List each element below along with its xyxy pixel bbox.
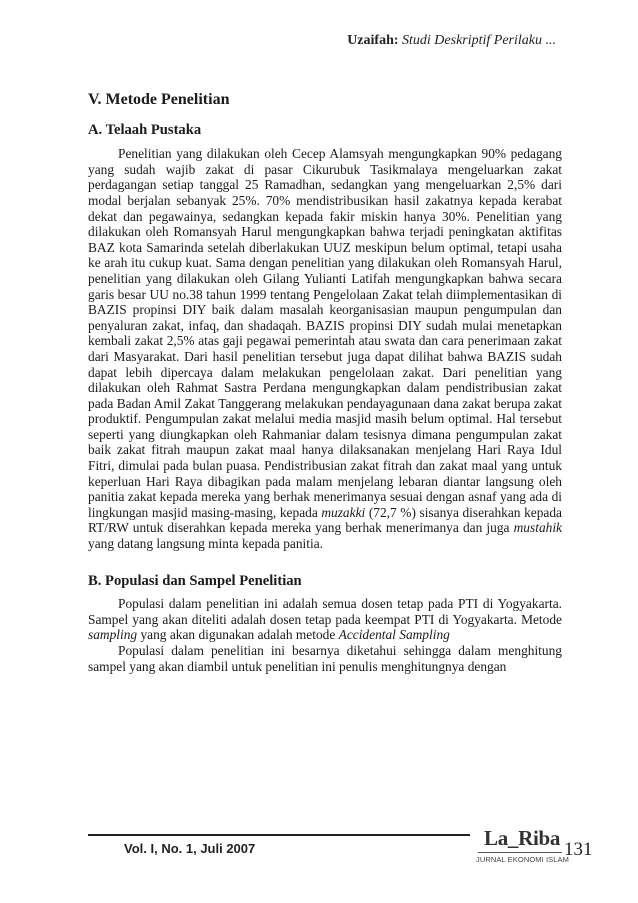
term-accidental-sampling: Accidental Sampling: [338, 627, 450, 643]
header-running-title: Studi Deskriptif Perilaku ...: [402, 33, 556, 48]
subsection-a-title: A. Telaah Pustaka: [88, 121, 202, 138]
header-author: Uzaifah:: [347, 33, 399, 48]
logo-divider: [478, 852, 562, 853]
paragraph-telaah-pustaka: [88, 146, 562, 551]
footer-rule: [88, 834, 470, 836]
page-number: 131: [564, 839, 593, 860]
text-run: yang datang langsung minta kepada panitia.: [88, 536, 324, 552]
logo-wordmark: La_Riba: [484, 826, 561, 850]
paragraph-populasi-2: Populasi dalam penelitian ini besarnya diketahui sehingga dalam menghitung sampel yang akan diambil untuk penelitian ini penulis menghitungnya dengan: [88, 643, 562, 674]
logo-subtitle: JURNAL EKONOMI ISLAM: [476, 855, 569, 864]
text-run: (72,7 %) sisanya diserahkan kepada RT/RW untuk diserahkan kepada mereka yang berhak menerimanya dan juga: [88, 504, 562, 536]
subsection-b-title: B. Populasi dan Sampel Penelitian: [88, 572, 302, 589]
term-mustahik: mustahik: [513, 520, 562, 536]
running-header: [347, 33, 556, 49]
article-content: [88, 92, 562, 674]
term-sampling: sampling: [88, 627, 138, 643]
text-run: yang akan digunakan adalah metode: [137, 627, 339, 643]
journal-logo: [476, 826, 569, 870]
text-run: Populasi dalam penelitian ini adalah semua dosen tetap pada PTI di Yogyakarta. Sampel yang akan diteliti adalah dosen tetap pada keempat PTI di Yogyakarta. Metode: [88, 596, 562, 627]
paragraph-populasi-1: [88, 596, 562, 643]
term-muzakki: muzakki: [321, 504, 366, 520]
text-run: Penelitian yang dilakukan oleh Cecep Alamsyah mengungkapkan 90% pedagang yang sudah wajib zakat di pasar Cikurubuk Tasikmalaya mengeluarkan zakat perdagangan setiap tanggal 25 Ramadhan, sedangkan yang mengeluarkan 2,5% dari modal berjalan sebanyak 25%. 70% mendistribusikan hasil zakatnya kepada kerabat dekat dan pegawainya, sedangkan kepada fakir miskin hanya 30%. Penelitian yang dilakukan oleh Romansyah Harul mengungkapkan bahwa terjadi peningkatan aktifitas BAZ kota Samarinda setelah diberlakukan UUZ meskipun belum optimal, tetapi usaha ke arah itu cukup kuat. Sama dengan penelitian yang dilakukan oleh Romansyah Harul, penelitian yang dilakukan oleh Gilang Yulianti Latifah mengungkapkan bahwa secara garis besar UU no.38 tahun 1999 tentang Pengelolaan Zakat telah diimplementasikan di BAZIS propinsi DIY baik dalam masalah keorganisasian maupun pengumpulan dan penyaluran zakat, infaq, dan shadaqah. BAZIS propinsi DIY sudah mulai menetapkan kembali zakat 2,5% atas gaji pegawai pemerintah atau swata dan cara penerimaan zakat dari Masyarakat. Dari hasil penelitian tersebut juga dapat dilihat bahwa BAZIS sudah dapat lebih dipercaya dalam melakukan pengelolaan zakat. Dari penelitian yang dilakukan oleh Rahmat Sastra Perdana mengungkapkan dalam pendistribusian zakat pada Badan Amil Zakat Tanggerang melakukan pendayagunaan dana zakat berupa zakat produktif. Pengumpulan zakat melalui media masjid masih belum optimal. Hal tersebut seperti yang diungkapkan oleh Rahmaniar dalam tesisnya dimana pengumpulan zakat baik zakat fitrah maupun zakat maal hanya dilaksanakan menjelang Hari Raya Idul Fitri, dimulai pada bulan puasa. Pendistribusian zakat fitrah dan zakat maal yang untuk keperluan Hari Raya dibagikan pada malam menjelang lebaran diantar langsung oleh panitia zakat kepada mereka yang berhak menerimanya sesuai dengan asnaf yang ada di lingkungan masjid masing-masing, kepada: [88, 146, 562, 520]
section-title: V. Metode Penelitian: [88, 91, 230, 108]
footer-volume: Vol. I, No. 1, Juli 2007: [124, 841, 256, 856]
